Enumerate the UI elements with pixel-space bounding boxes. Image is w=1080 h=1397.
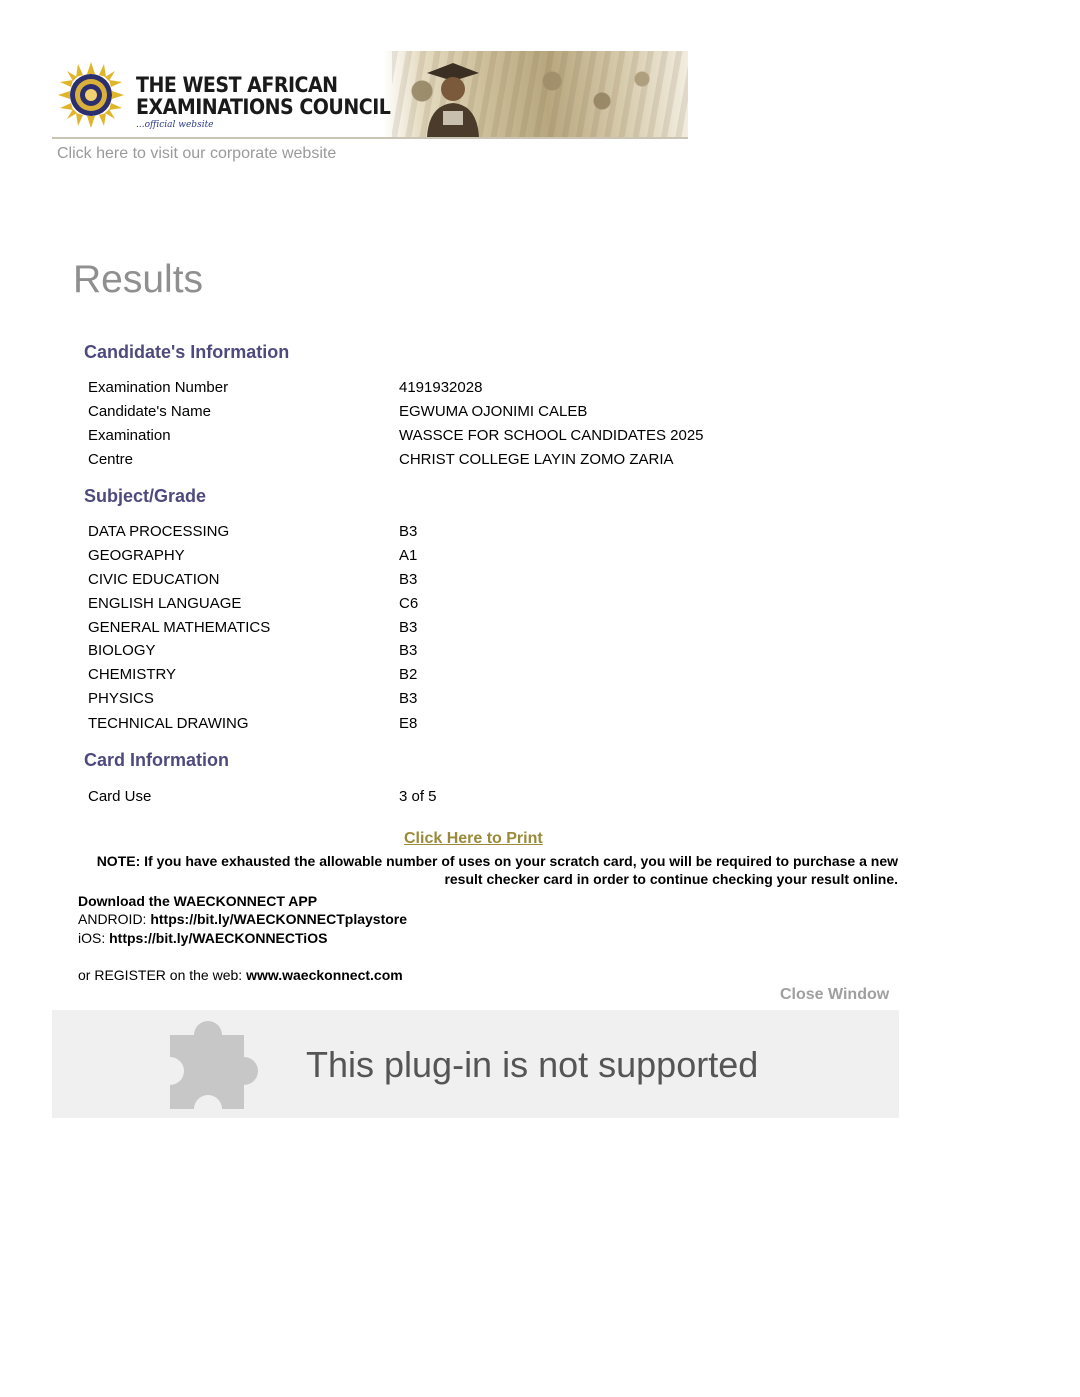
- subject-grade: A1: [399, 547, 418, 564]
- subject-name: ENGLISH LANGUAGE: [88, 595, 242, 612]
- info-label: Candidate's Name: [88, 403, 211, 420]
- info-label: Card Use: [88, 788, 152, 805]
- web-register-line: [78, 966, 403, 984]
- ios-download-line: [78, 929, 327, 947]
- download-heading: [78, 892, 317, 910]
- subject-grade: B3: [399, 523, 418, 540]
- corporate-website-link[interactable]: Click here to visit our corporate website: [57, 145, 337, 162]
- web-register-label: or REGISTER on the web:: [78, 967, 247, 983]
- info-value: 3 of 5: [399, 788, 437, 805]
- subject-name: TECHNICAL DRAWING: [88, 715, 249, 732]
- info-value: WASSCE FOR SCHOOL CANDIDATES 2025: [399, 427, 704, 444]
- ios-label: iOS:: [78, 930, 110, 946]
- banner-title-line2: EXAMINATIONS COUNCIL: [136, 95, 391, 120]
- info-value: CHRIST COLLEGE LAYIN ZOMO ZARIA: [399, 451, 674, 468]
- graduate-photo: [417, 59, 489, 137]
- info-label: Examination Number: [88, 379, 229, 396]
- subject-grade: C6: [399, 595, 419, 612]
- info-label: Examination: [88, 427, 171, 444]
- banner-title-line1: THE WEST AFRICAN: [136, 73, 338, 98]
- plugin-placeholder: [52, 1010, 899, 1118]
- waec-banner[interactable]: [52, 51, 688, 139]
- subject-name: BIOLOGY: [88, 642, 156, 659]
- subject-name: PHYSICS: [88, 690, 154, 707]
- android-link[interactable]: https://bit.ly/WAECKONNECTplaystore: [150, 911, 408, 927]
- subject-grade: B3: [399, 571, 418, 588]
- puzzle-piece-icon: [170, 1015, 266, 1111]
- subject-name: DATA PROCESSING: [88, 523, 230, 540]
- subject-grade: B3: [399, 690, 418, 707]
- info-value: EGWUMA OJONIMI CALEB: [399, 403, 588, 420]
- close-window-button[interactable]: Close Window: [780, 986, 890, 1003]
- subject-grade: B2: [399, 666, 418, 683]
- scratch-card-note: [78, 852, 898, 888]
- candidate-info-heading: Candidate's Information: [84, 342, 290, 362]
- web-register-link[interactable]: www.waeckonnect.com: [246, 967, 403, 983]
- subject-name: GENERAL MATHEMATICS: [88, 619, 271, 636]
- ios-link[interactable]: https://bit.ly/WAECKONNECTiOS: [109, 930, 328, 946]
- subject-grade-heading: Subject/Grade: [84, 486, 207, 506]
- subject-name: GEOGRAPHY: [88, 547, 185, 564]
- note-label: NOTE:: [96, 853, 141, 869]
- android-label: ANDROID:: [78, 911, 151, 927]
- android-download-line: [78, 910, 407, 928]
- subject-grade: E8: [399, 715, 418, 732]
- page-title: Results: [73, 258, 204, 301]
- print-link[interactable]: Click Here to Print: [404, 830, 543, 847]
- waec-seal-logo: [58, 62, 124, 128]
- subject-grade: B3: [399, 642, 418, 659]
- download-heading-text: Download the WAECKONNECT APP: [78, 893, 318, 909]
- info-value: 4191932028: [399, 379, 483, 396]
- note-text: If you have exhausted the allowable number of uses on your scratch card, you will be required to purchase a new result checker card in order to continue checking your result online.: [140, 853, 898, 887]
- subject-name: CIVIC EDUCATION: [88, 571, 220, 588]
- plugin-not-supported-message: This plug-in is not supported: [306, 1044, 759, 1085]
- banner-tagline: ...official website: [136, 120, 214, 130]
- info-label: Centre: [88, 451, 134, 468]
- subject-grade: B3: [399, 619, 418, 636]
- subject-name: CHEMISTRY: [88, 666, 177, 683]
- card-info-heading: Card Information: [84, 750, 230, 770]
